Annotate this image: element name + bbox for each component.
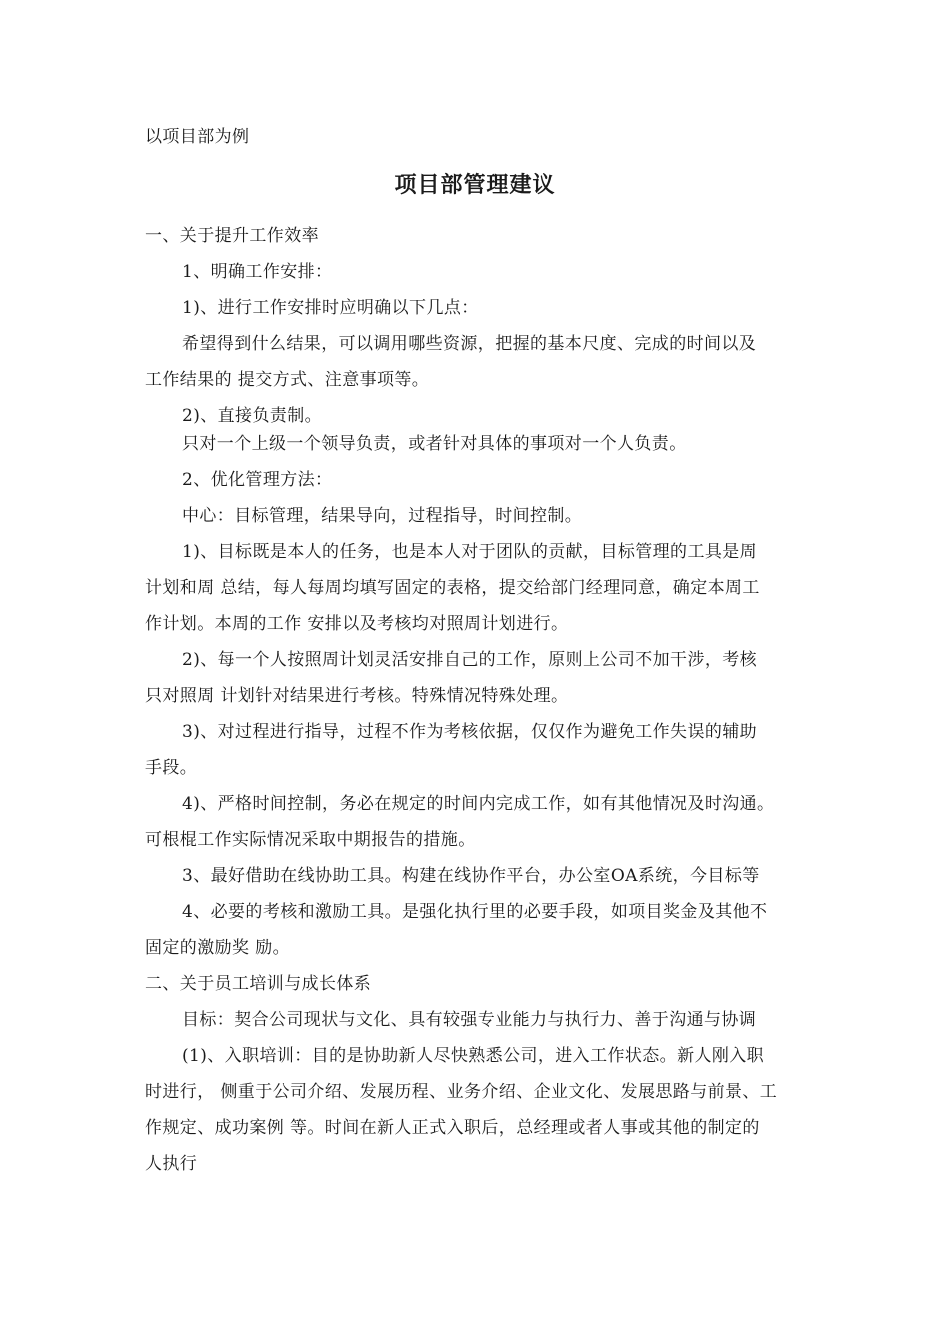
section-heading: 一、关于提升工作效率 [145, 226, 319, 246]
paragraph-line: 只对一个上级一个领导负责，或者针对具体的事项对一个人负责。 [182, 434, 687, 454]
paragraph-line: 2)、直接负责制。 [182, 406, 323, 426]
paragraph-line: 工作结果的 提交方式、注意事项等。 [145, 370, 430, 390]
paragraph-line: 2)、每一个人按照周计划灵活安排自己的工作，原则上公司不加干涉，考核 [182, 650, 758, 670]
paragraph-line: 1)、进行工作安排时应明确以下几点： [182, 298, 479, 318]
paragraph-line: 2、优化管理方法： [182, 470, 333, 490]
paragraph-line: (1)、入职培训：目的是协助新人尽快熟悉公司，进入工作状态。新人刚入职 [182, 1046, 765, 1066]
paragraph-line: 人执行 [145, 1154, 198, 1174]
paragraph-line: 希望得到什么结果，可以调用哪些资源，把握的基本尺度、完成的时间以及 [182, 334, 757, 354]
paragraph-line: 固定的激励奖 励。 [145, 938, 291, 958]
paragraph-line: 1、明确工作安排： [182, 262, 333, 282]
paragraph-line: 时进行， 侧重于公司介绍、发展历程、业务介绍、企业文化、发展思路与前景、工 [145, 1082, 778, 1102]
paragraph-line: 计划和周 总结，每人每周均填写固定的表格，提交给部门经理同意，确定本周工 [145, 578, 760, 598]
intro-text: 以项目部为例 [145, 127, 250, 147]
paragraph-line: 手段。 [145, 758, 198, 778]
paragraph-line: 1)、目标既是本人的任务，也是本人对于团队的贡献，目标管理的工具是周 [182, 542, 758, 562]
paragraph-line: 4、必要的考核和激励工具。是强化执行里的必要手段，如项目奖金及其他不 [182, 902, 768, 922]
paragraph-line: 3)、对过程进行指导，过程不作为考核依据，仅仅作为避免工作失误的辅助 [182, 722, 758, 742]
paragraph-line: 作规定、成功案例 等。时间在新人正式入职后，总经理或者人事或其他的制定的 [145, 1118, 760, 1138]
paragraph-line: 目标：契合公司现状与文化、具有较强专业能力与执行力、善于沟通与协调 [182, 1010, 757, 1030]
section-heading: 二、关于员工培训与成长体系 [145, 974, 372, 994]
paragraph-line: 可根棍工作实际情况采取中期报告的措施。 [145, 830, 476, 850]
paragraph-line: 4)、严格时间控制，务必在规定的时间内完成工作，如有其他情况及时沟通。 [182, 794, 775, 814]
paragraph-line: 作计划。本周的工作 安排以及考核均对照周计划进行。 [145, 614, 569, 634]
paragraph-line: 中心：目标管理，结果导向，过程指导，时间控制。 [182, 506, 583, 526]
paragraph-line: 只对照周 计划针对结果进行考核。特殊情况特殊处理。 [145, 686, 569, 706]
paragraph-line: 3、最好借助在线协助工具。构建在线协作平台，办公室OA系统，今目标等 [182, 866, 760, 886]
page-title: 项目部管理建议 [394, 173, 556, 198]
